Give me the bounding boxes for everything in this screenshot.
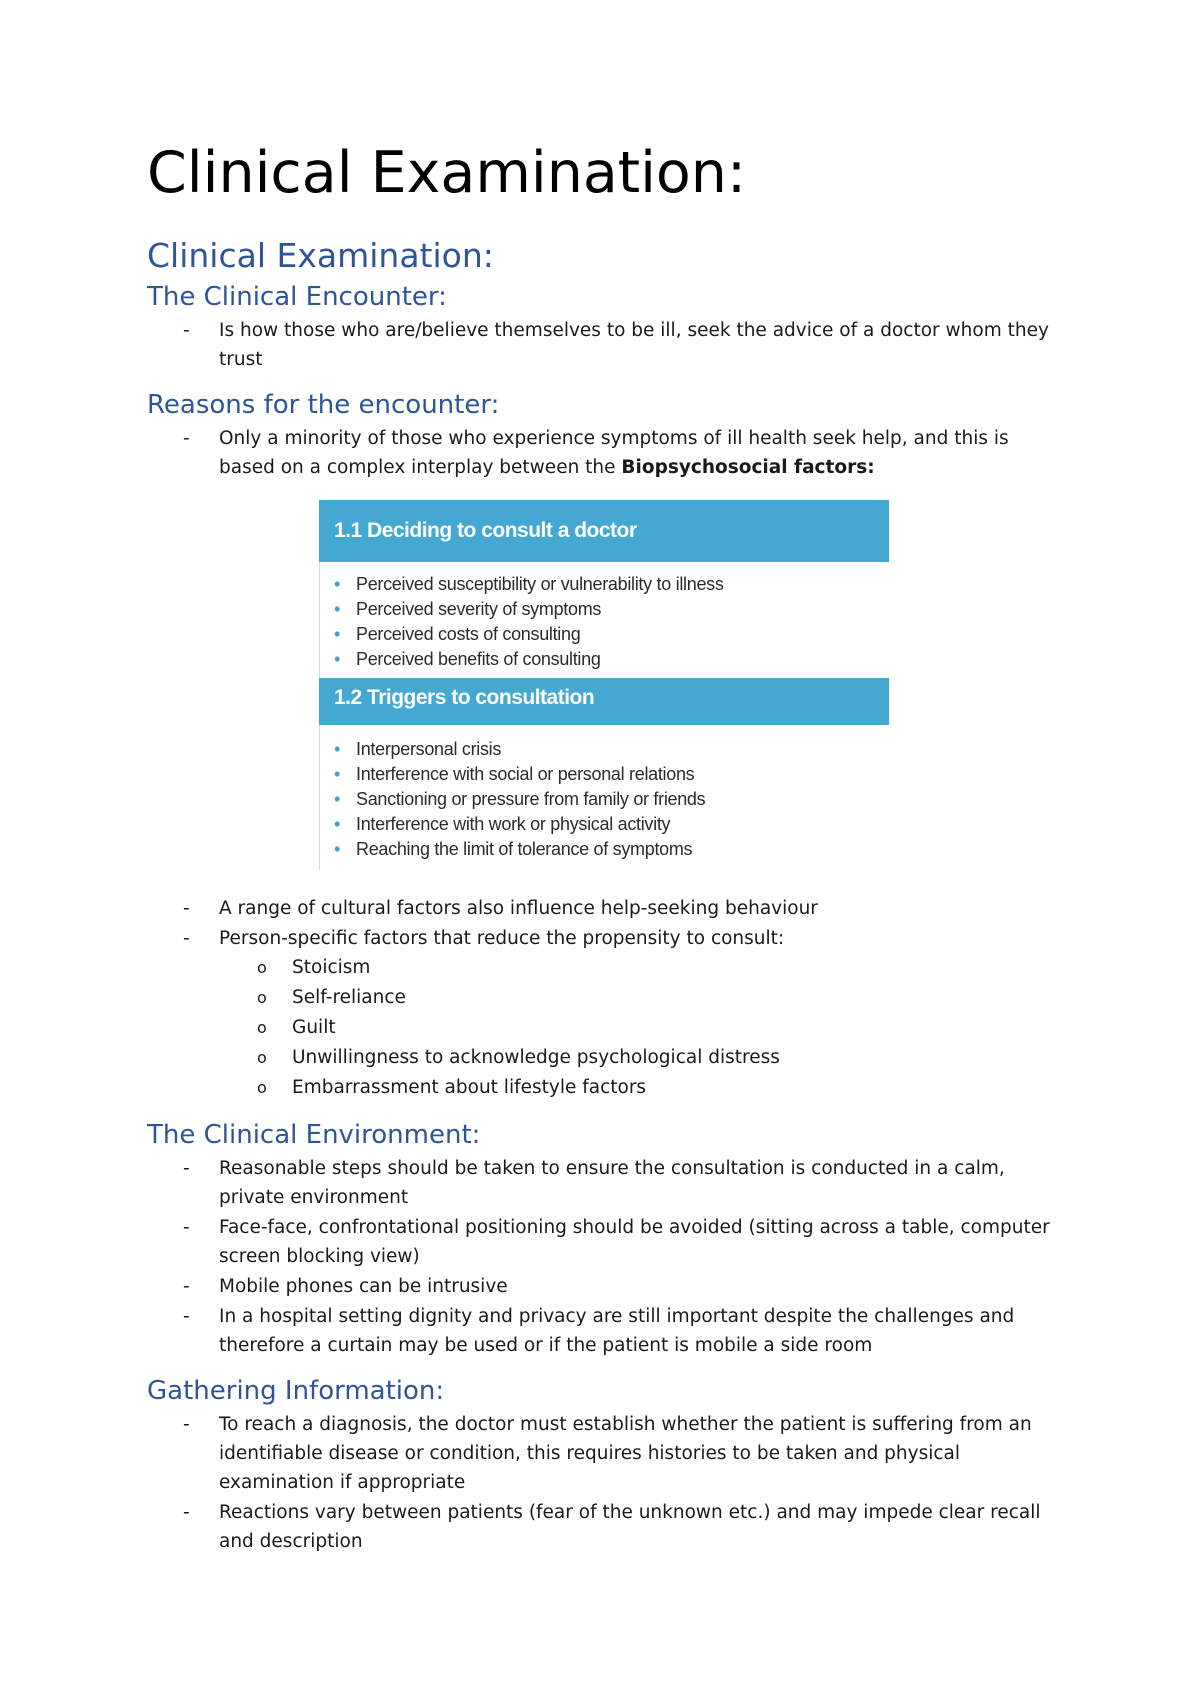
bold-text: Biopsychosocial factors:: [621, 457, 875, 478]
reasons-followup-list: [147, 894, 1067, 1103]
list-item-text: Reactions vary between patients (fear of the unknown etc.) and may impede clear recall and description: [219, 1502, 1041, 1552]
list-item-text: Is how those who are/believe themselves to be ill, seek the advice of a doctor whom they trust: [219, 320, 1049, 370]
bullet-icon: •: [334, 649, 341, 669]
figure-list-item: [334, 647, 889, 672]
heading-gathering-information: Gathering Information:: [147, 1376, 445, 1406]
heading-reasons: Reasons for the encounter:: [147, 390, 500, 420]
environment-list: [147, 1154, 1067, 1361]
list-item: [147, 1154, 1067, 1212]
dash-marker: -: [183, 928, 190, 949]
bullet-icon: •: [334, 839, 341, 859]
figure-item-text: Perceived costs of consulting: [356, 624, 581, 644]
list-item: [147, 1213, 1067, 1271]
dash-marker: -: [183, 1414, 190, 1435]
figure-list: [334, 572, 889, 672]
list-item-text: A range of cultural factors also influence help-seeking behaviour: [219, 898, 818, 919]
reasons-intro-list: [147, 424, 1067, 483]
sub-list-item: [147, 1073, 1067, 1102]
dash-marker: -: [183, 1217, 190, 1238]
dash-marker: -: [183, 1158, 190, 1179]
sub-list-item-text: Self-reliance: [292, 987, 406, 1008]
consultation-figure: [319, 500, 889, 870]
figure-list-item: [334, 812, 889, 837]
figure-list-item: [334, 597, 889, 622]
list-item: [147, 1302, 1067, 1360]
circle-bullet-icon: o: [257, 1018, 267, 1037]
figure-item-text: Perceived susceptibility or vulnerability to illness: [356, 574, 724, 594]
list-item: [147, 894, 1067, 923]
list-item: [147, 1410, 1067, 1497]
list-item-text: In a hospital setting dignity and privacy are still important despite the challenges and therefore a curtain may be used or if the patient is mobile a side room: [219, 1306, 1015, 1356]
circle-bullet-icon: o: [257, 988, 267, 1007]
list-item: [147, 424, 1067, 482]
heading-clinical-encounter: The Clinical Encounter:: [147, 282, 447, 312]
sub-list-item: [147, 1043, 1067, 1072]
sub-list-item-text: Stoicism: [292, 957, 371, 978]
dash-marker: -: [183, 1502, 190, 1523]
circle-bullet-icon: o: [257, 1078, 267, 1097]
figure-item-text: Interference with work or physical activity: [356, 814, 671, 834]
bullet-icon: •: [334, 814, 341, 834]
figure-list-item: [334, 762, 889, 787]
figure-item-text: Perceived benefits of consulting: [356, 649, 601, 669]
list-item-text: Mobile phones can be intrusive: [219, 1276, 508, 1297]
bullet-icon: •: [334, 574, 341, 594]
encounter-list: [147, 316, 1067, 375]
list-item: [147, 1272, 1067, 1301]
bullet-icon: •: [334, 624, 341, 644]
dash-marker: -: [183, 1276, 190, 1297]
list-item-text: Only a minority of those who experience symptoms of ill health seek help, and this is based on a complex interplay between the: [219, 428, 1009, 478]
figure-item-text: Reaching the limit of tolerance of symptoms: [356, 839, 693, 859]
figure-list-item: [334, 837, 889, 862]
figure-list-item: [334, 737, 889, 762]
figure-box-heading: 1.2 Triggers to consultation: [319, 678, 889, 725]
circle-bullet-icon: o: [257, 1048, 267, 1067]
bullet-icon: •: [334, 599, 341, 619]
dash-marker: -: [183, 898, 190, 919]
figure-item-text: Perceived severity of symptoms: [356, 599, 602, 619]
dash-marker: -: [183, 320, 190, 341]
list-item: [147, 316, 1067, 374]
list-item-text: Face-face, confrontational positioning should be avoided (sitting across a table, computer screen blocking view): [219, 1217, 1050, 1267]
figure-box-body: [319, 562, 889, 678]
list-item: [147, 1498, 1067, 1556]
heading-clinical-environment: The Clinical Environment:: [147, 1120, 481, 1150]
dash-marker: -: [183, 1306, 190, 1327]
figure-list-item: [334, 622, 889, 647]
sub-list-item: [147, 1013, 1067, 1042]
bullet-icon: •: [334, 789, 341, 809]
list-item-text: To reach a diagnosis, the doctor must establish whether the patient is suffering from an identifiable disease or condition, this requires histories to be taken and physical examination if appropriate: [219, 1414, 1032, 1493]
figure-box-body: [319, 725, 889, 870]
sub-list: [219, 953, 1067, 1102]
bullet-icon: •: [334, 739, 341, 759]
figure-item-text: Interpersonal crisis: [356, 739, 502, 759]
figure-list: [334, 737, 889, 862]
bullet-icon: •: [334, 764, 341, 784]
sub-list-item-text: Unwillingness to acknowledge psychological distress: [292, 1047, 780, 1068]
figure-box-heading: 1.1 Deciding to consult a doctor: [319, 500, 889, 562]
sub-list-item: [147, 953, 1067, 982]
sub-list-item: [147, 983, 1067, 1012]
gathering-list: [147, 1410, 1067, 1557]
list-item-text: Person-specific factors that reduce the propensity to consult:: [219, 928, 785, 949]
figure-list-item: [334, 572, 889, 597]
figure-item-text: Interference with social or personal relations: [356, 764, 695, 784]
figure-item-text: Sanctioning or pressure from family or friends: [356, 789, 706, 809]
circle-bullet-icon: o: [257, 958, 267, 977]
figure-list-item: [334, 787, 889, 812]
sub-list-item-text: Embarrassment about lifestyle factors: [292, 1077, 647, 1098]
sub-list-item-text: Guilt: [292, 1017, 336, 1038]
section-heading: Clinical Examination:: [147, 236, 494, 275]
list-item-text: Reasonable steps should be taken to ensure the consultation is conducted in a calm, private environment: [219, 1158, 1005, 1208]
list-item: [147, 924, 1067, 1102]
dash-marker: -: [183, 428, 190, 449]
document-title: Clinical Examination:: [147, 140, 747, 206]
